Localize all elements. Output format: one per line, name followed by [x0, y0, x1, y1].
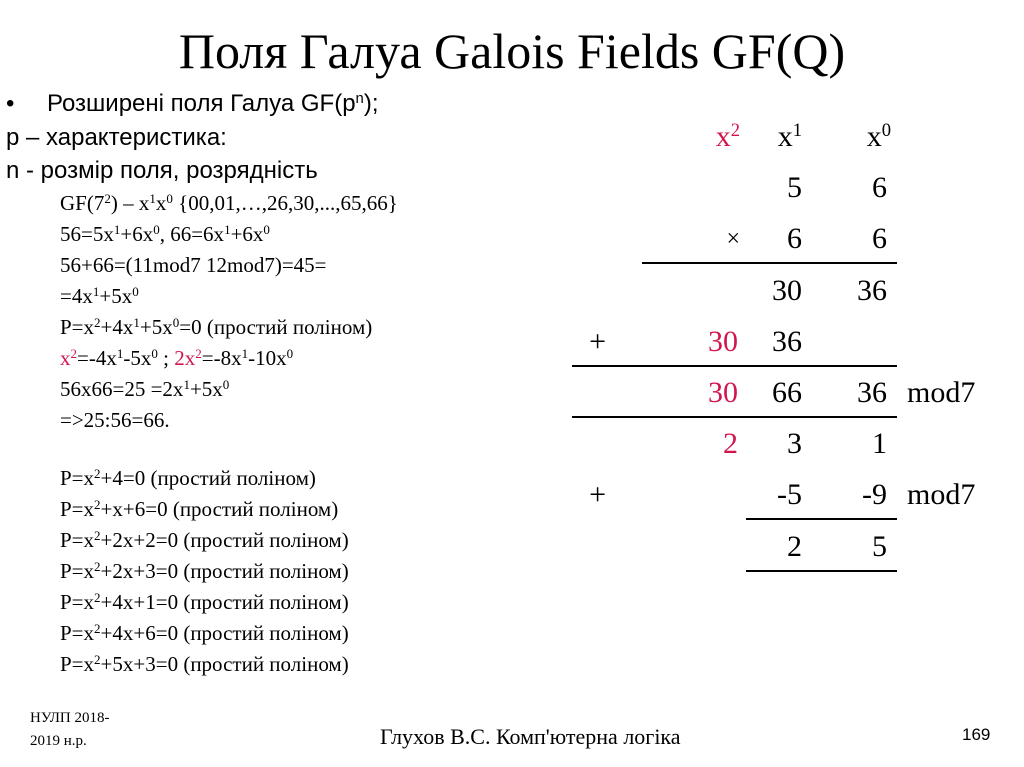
- times-sign: ×: [726, 226, 740, 252]
- polynomial-item: $P=x^2+2x+2=0$ (простий поліном): [60, 527, 349, 552]
- slide-title: Поля Галуа Galois Fields GF(Q): [178, 23, 846, 79]
- field-size-line: n - розмір поля, розрядність: [6, 157, 318, 184]
- footer-author: Глухов В.С. Комп'ютерна логіка: [380, 724, 681, 749]
- footer-org-line2: 2019 н.р.: [30, 733, 87, 749]
- correction-digit: -5: [777, 478, 802, 511]
- mod-label: mod7: [907, 376, 976, 409]
- bullet-marker: •: [6, 90, 15, 117]
- partial-product: 30: [772, 274, 802, 307]
- multiplicand-digit: 5: [787, 171, 802, 204]
- header-x1: $x^1$: [777, 119, 802, 153]
- reduced-digit: 3: [787, 427, 802, 460]
- polynomial-item: $P=x^2+2x+3=0$ (простий поліном): [60, 558, 349, 583]
- polynomial-item: $P=x^2+4x+1=0$ (простий поліном): [60, 589, 349, 614]
- polynomial-item: $P=x^2+4x+6=0$ (простий поліном): [60, 620, 349, 645]
- divider-line: [746, 570, 897, 572]
- divider-line: [572, 416, 897, 418]
- multiplicand-digit: 6: [872, 171, 887, 204]
- element-representation-line: $56=5x^1+6x^0$, $66=6x^1+6x^0$: [60, 221, 270, 246]
- multiplier-digit: 6: [872, 222, 887, 255]
- sum-digit: 66: [772, 376, 802, 409]
- polynomial-item: $P=x^2+4=0$ (простий поліном): [60, 465, 316, 490]
- page-number: 169: [962, 725, 991, 744]
- sum-digit: 36: [857, 376, 887, 409]
- header-x2: $x^2$: [715, 119, 740, 153]
- reduction-rule-line: $x^2=-4x^1-5x^0$ ; $2x^2=-8x^1-10x^0$: [60, 345, 294, 370]
- partial-product: 36: [772, 325, 802, 358]
- correction-digit: -9: [862, 478, 887, 511]
- polynomial-item: $P=x^2+5x+3=0$ (простий поліном): [60, 651, 349, 676]
- addition-result-line: $=4x^1+5x^0$: [60, 283, 139, 308]
- primitive-polynomial-line: $P=x^2+4x^1+5x^0=0$ (простий поліном): [60, 314, 373, 339]
- divider-line: [572, 365, 897, 367]
- reduced-digit: 2: [723, 427, 738, 460]
- plus-sign: +: [589, 325, 606, 358]
- plus-sign: +: [589, 478, 606, 511]
- partial-product: 36: [857, 274, 887, 307]
- multiplication-line: $56x66=25 =2x^1+5x^0$: [60, 376, 230, 401]
- multiplier-digit: 6: [787, 222, 802, 255]
- addition-line: 56+66=(11mod7 12mod7)=45=: [60, 253, 327, 277]
- bullet-line: Розширені поля Галуа $GF(p^n)$;: [47, 90, 379, 117]
- divider-line: [642, 262, 897, 264]
- header-x0: $x^0$: [866, 119, 891, 153]
- mod-label: mod7: [907, 478, 976, 511]
- gf-definition-line: $GF(7^2) - x^1x^0$ {00,01,…,26,30,...,65,66}: [60, 190, 398, 215]
- result-digit: 5: [872, 530, 887, 563]
- partial-product: 30: [708, 325, 738, 358]
- footer-org-line1: НУЛП 2018-: [30, 710, 110, 726]
- reduced-digit: 1: [872, 427, 887, 460]
- sum-digit: 30: [708, 376, 738, 409]
- division-line: =>25:56=66.: [60, 408, 170, 432]
- divider-line: [746, 518, 897, 520]
- polynomial-item: $P=x^2+x+6=0$ (простий поліном): [60, 496, 339, 521]
- characteristic-line: p – характеристика:: [6, 124, 227, 151]
- result-digit: 2: [787, 530, 802, 563]
